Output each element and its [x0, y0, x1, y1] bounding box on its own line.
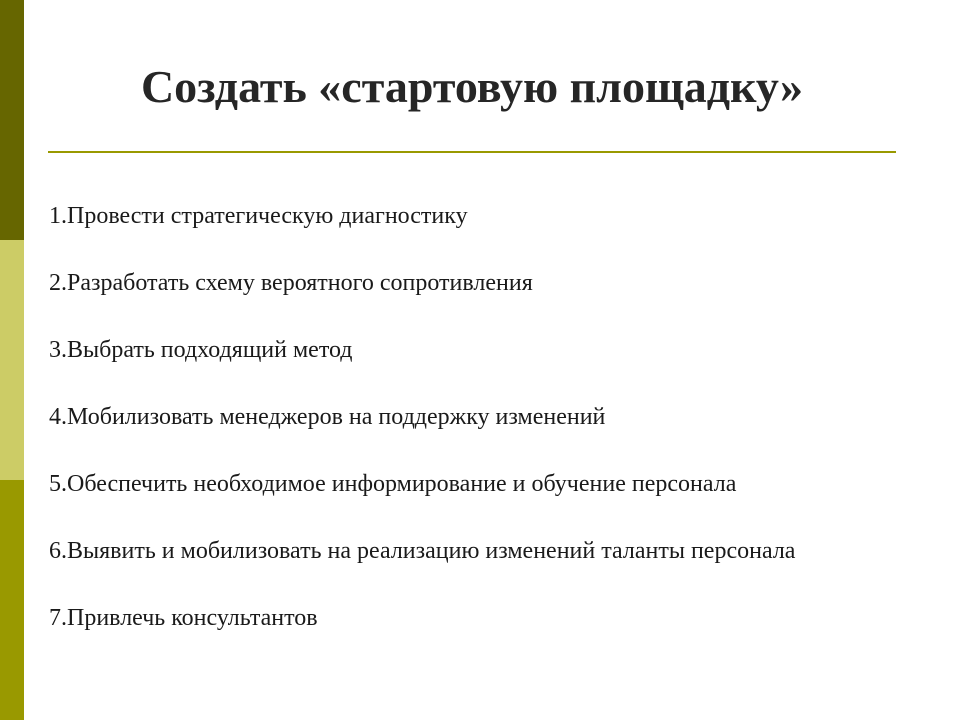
- list-item: 6.Выявить и мобилизовать на реализацию изменений таланты персонала: [49, 538, 796, 564]
- list-item: 2.Разработать схему вероятного сопротивления: [49, 270, 533, 296]
- list-item: 3.Выбрать подходящий метод: [49, 337, 353, 363]
- sidebar-accent-bottom: [0, 480, 24, 720]
- slide-title: Создать «стартовую площадку»: [140, 61, 804, 112]
- title-divider: [48, 151, 896, 153]
- list-item: 4.Мобилизовать менеджеров на поддержку изменений: [49, 404, 606, 430]
- sidebar-accent-middle: [0, 240, 24, 480]
- sidebar-accent-top: [0, 0, 24, 240]
- list-item: 1.Провести стратегическую диагностику: [49, 203, 468, 229]
- list-item: 7.Привлечь консультантов: [49, 605, 318, 631]
- steps-list: [49, 196, 795, 665]
- list-item: 5.Обеспечить необходимое информирование и обучение персонала: [49, 471, 737, 497]
